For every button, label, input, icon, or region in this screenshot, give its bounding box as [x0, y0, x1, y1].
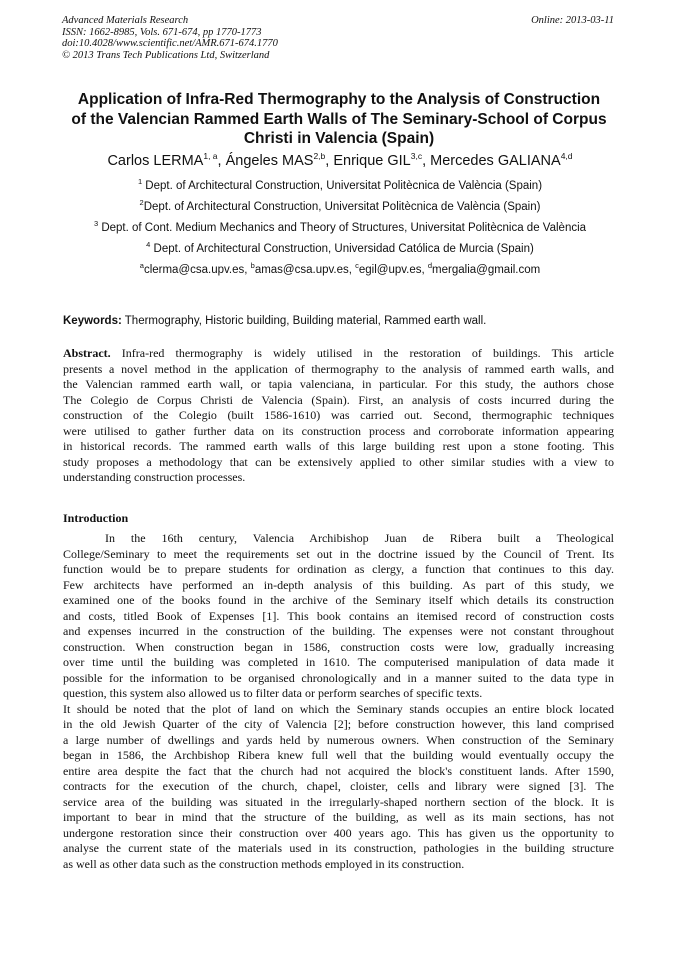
- abstract-line: the Valencian rammed earth wall, or tapia valenciana, in particular. For this study, the authors chose: [63, 377, 614, 391]
- intro-line: undergone restoration since their construction over 400 years ago. This has given us the opportunity to: [63, 825, 614, 840]
- journal-header: [62, 15, 278, 61]
- abstract-line: were utilised to gather further data on its construction process and corroborate information appearing: [63, 423, 614, 438]
- online-date: Online: 2013-03-11: [531, 15, 614, 26]
- intro-line: in the old Jewish Quarter of the city of Valencia [2]; before construction however, this land comprised: [63, 717, 614, 731]
- title-line: of the Valencian Rammed Earth Walls of The Seminary-School of Corpus: [71, 110, 607, 128]
- email-mark: d: [427, 261, 433, 270]
- intro-line: and costs, titled Book of Expenses [1]. This book contains an itemised record of construction costs: [63, 608, 614, 623]
- affiliation-number: 2: [139, 198, 144, 207]
- keywords-text: Thermography, Historic building, Building material, Rammed earth wall.: [121, 315, 487, 327]
- intro-line: Few architects have performed an in-depth analysis of this building. As part of this study, we: [63, 577, 614, 592]
- title-line: Application of Infra-Red Thermography to the Analysis of Construction: [77, 91, 601, 108]
- author-name: Mercedes GALIANA: [430, 153, 561, 169]
- abstract-line: study proposes a methodology that can be extensively applied to other similar studies with a view to: [63, 454, 614, 469]
- paper-title: [58, 90, 620, 149]
- doi-line: doi:10.4028/www.scientific.net/AMR.671-674.1770: [62, 38, 278, 49]
- email-address: amas@csa.upv.es,: [254, 264, 356, 276]
- intro-line: over time until the building was completed in 1610. The computerised manipulation of data made it: [63, 655, 614, 669]
- affiliation: [40, 197, 640, 218]
- intro-line: entire area despite the fact that the church had not acquired the block's constituent lands. After 1590,: [63, 763, 614, 778]
- abstract-line: construction of the Colegio (built 1586-1610) was carried out. Second, thermographic techniques: [63, 408, 614, 422]
- intro-line: analyse the current state of the materials used in its construction, pathologies in the building structure: [63, 841, 614, 855]
- intro-line: construction. When construction began in 1586, construction costs were low, gradually increasing: [63, 639, 614, 654]
- intro-line: as well as other data such as the construction methods employed in its construction.: [63, 856, 465, 871]
- intro-line: contracts for the execution of the church, chapel, cloister, cells and library were signed [3]. The: [63, 779, 614, 793]
- abstract-text: Infra-red thermography is widely utilised in the restoration of buildings. This article: [110, 346, 614, 360]
- affiliation: [40, 218, 640, 239]
- affiliation-text: Dept. of Architectural Construction, Universidad Católica de Murcia (Spain): [150, 243, 534, 255]
- author-affil-mark: 3,c: [410, 151, 423, 161]
- affiliation-number: 3: [93, 219, 99, 228]
- intro-line: important to bear in mind that the structure of the building, as well as its main sections, has not: [63, 810, 614, 824]
- intro-line: In the 16th century, Valencia Archibishop Juan de Ribera built a Theological: [105, 531, 614, 545]
- affiliation-text: Dept. of Architectural Construction, Universitat Politècnica de València (Spain): [142, 180, 543, 192]
- section-heading-introduction: Introduction: [63, 511, 129, 525]
- intro-line: examined one of the books found in the archive of the Seminary itself which details its construction: [63, 593, 614, 607]
- author-separator: ,: [325, 153, 334, 169]
- author-name: Enrique GIL: [333, 153, 411, 169]
- abstract-line: The Colegio de Corpus Christi de Valencia (Spain). First, an analysis of costs incurred during the: [63, 392, 614, 407]
- intro-line: and expenses incurred in the construction of the building. The expenses were not constant throughout: [63, 624, 614, 638]
- copyright-line: © 2013 Trans Tech Publications Ltd, Switzerland: [62, 49, 270, 61]
- intro-line: a large number of dwellings and yards held by numerous owners. When construction of the Seminary: [63, 732, 614, 747]
- email-address: clerma@csa.upv.es,: [143, 264, 251, 276]
- intro-line: began in 1586, the Archbishop Ribera knew full well that the building would eventually occupy the: [63, 748, 614, 762]
- author-list: [40, 151, 640, 171]
- affiliation: [40, 239, 640, 260]
- email-mark: c: [355, 261, 359, 270]
- author-name: Ángeles MAS: [225, 153, 314, 169]
- email-mark: a: [139, 261, 144, 270]
- author-separator: ,: [217, 153, 226, 169]
- abstract-line: [63, 346, 614, 362]
- affiliation-number: 4: [146, 240, 151, 249]
- abstract-line: presents a novel method in the application of thermography to the analysis of rammed earth walls, and: [63, 361, 614, 376]
- affiliation-list: [40, 176, 640, 281]
- author-affil-mark: 4,d: [560, 151, 573, 161]
- abstract-label: Abstract.: [63, 346, 111, 360]
- email-address: mergalia@gmail.com: [432, 264, 541, 276]
- affiliation-text: Dept. of Architectural Construction, Universitat Politècnica de València (Spain): [143, 201, 541, 213]
- issn-line: ISSN: 1662-8985, Vols. 671-674, pp 1770-1773: [62, 26, 262, 38]
- affiliation: [40, 176, 640, 197]
- email-list: [40, 260, 640, 281]
- abstract-line: in historical records. The rammed earth walls of this large building rest upon a stone footing. This: [63, 439, 614, 453]
- intro-line: possible for the information to be organised chronologically and in a manner suited to the data type in: [63, 670, 614, 685]
- affiliation-number: 1: [137, 177, 143, 186]
- intro-line: function would be to prepare students for ordination as clergy, a function that continues to this day.: [63, 562, 614, 576]
- abstract-line: understanding construction processes.: [63, 470, 246, 484]
- title-line: Christi in Valencia (Spain): [243, 130, 435, 147]
- introduction-body: [63, 531, 614, 872]
- author-name: Carlos LERMA: [107, 153, 204, 169]
- journal-name: Advanced Materials Research: [62, 15, 189, 26]
- author-separator: ,: [422, 153, 431, 169]
- keywords: [63, 314, 623, 328]
- intro-line: question, this system also allowed us to filter data or perform searches of specific texts.: [63, 686, 483, 700]
- affiliation-text: Dept. of Cont. Medium Mechanics and Theory of Structures, Universitat Politècnica de València: [98, 222, 587, 234]
- email-address: egil@upv.es,: [358, 264, 428, 276]
- keywords-label: Keywords:: [63, 315, 122, 327]
- intro-line: service area of the building was situated in the irregularly-shaped northern section of the block. It is: [63, 794, 614, 809]
- email-mark: b: [250, 261, 255, 270]
- intro-line: College/Seminary to meet the requirements set out in the doctrine issued by the Council of Trent. Its: [63, 546, 614, 561]
- author-affil-mark: 1, a: [203, 151, 218, 161]
- intro-line: It should be noted that the plot of land on which the Seminary stands occupies an entire block located: [63, 701, 614, 716]
- author-affil-mark: 2,b: [313, 151, 326, 161]
- abstract: [63, 346, 614, 486]
